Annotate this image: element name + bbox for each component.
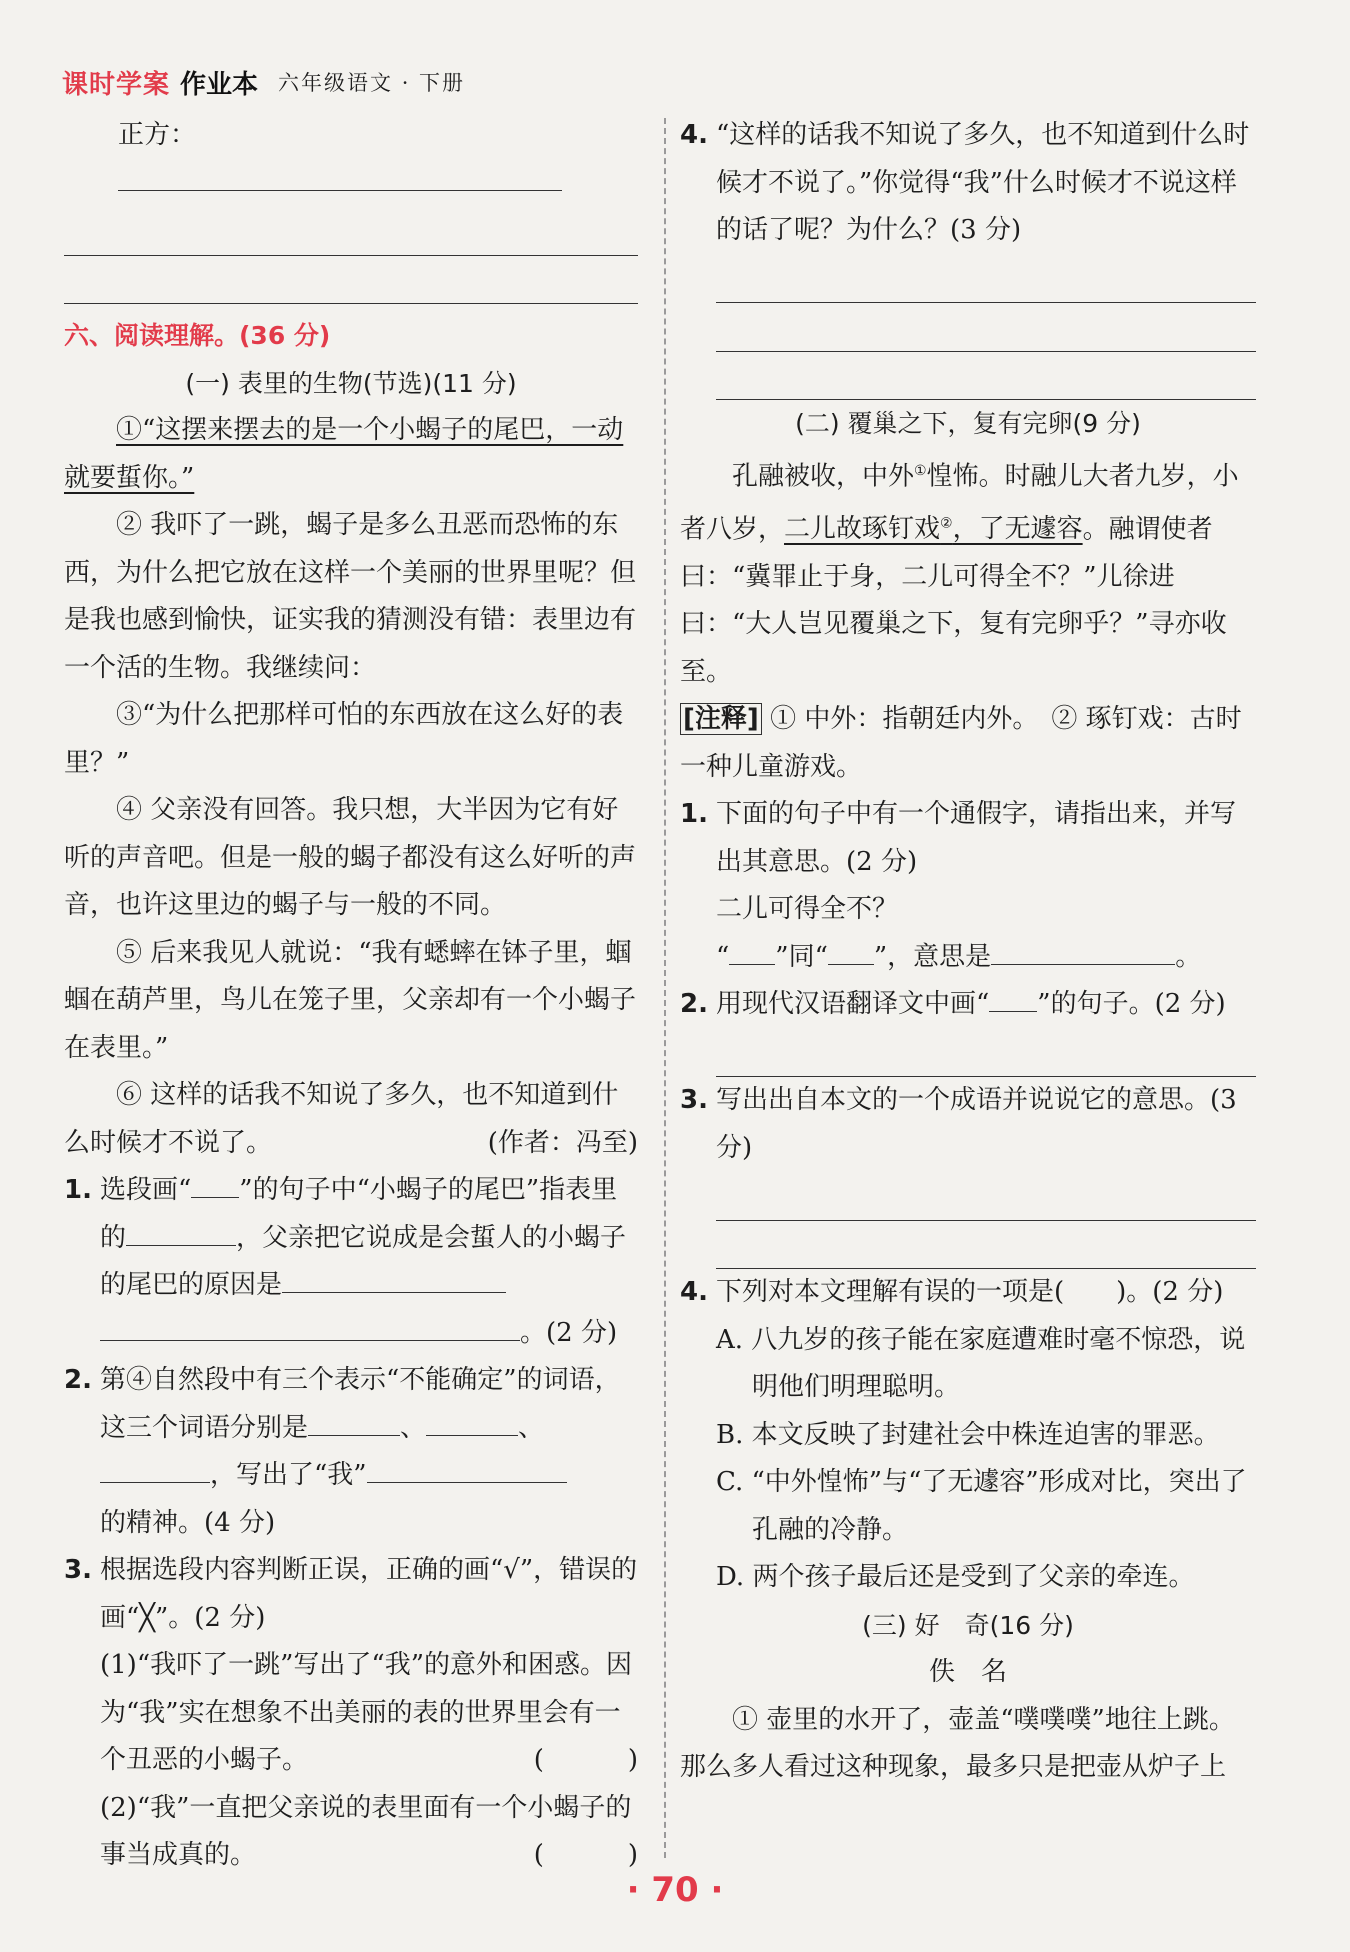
question-2: 2. 第④自然段中有三个表示“不能确定”的词语，这三个词语分别是 、 、 ，写出了“我” 的精神。(4 分) xyxy=(64,1365,621,1538)
passage-title: (一) 表里的生物(节选)(11 分) xyxy=(185,368,517,398)
paragraph: ①“这摆来摆去的是一个小蝎子的尾巴，一动就要蜇你。” xyxy=(64,415,624,493)
answer-paren[interactable]: ( ) xyxy=(533,1745,638,1775)
answer-line[interactable] xyxy=(64,207,638,256)
answer-blank[interactable] xyxy=(991,934,1175,965)
paragraph: ④ 父亲没有回答。我只想，大半因为它有好听的声音吧。但是一般的蝎子都没有这么好听的声音，也许这里边的蝎子与一般的不同。 xyxy=(64,795,637,920)
passage-author: 佚 名 xyxy=(928,1657,1007,1688)
answer-line[interactable] xyxy=(64,256,638,305)
question-r1: 1. 下面的句子中有一个通假字，请指出来，并写出其意思。(2 分) 二儿可得全不？ “ ”同“ ”，意思是 。 xyxy=(680,799,1237,972)
answer-line[interactable] xyxy=(716,1029,1256,1078)
answer-line[interactable] xyxy=(716,1221,1256,1270)
classical-text: 孔融被收，中外①惶怖。时融儿大者九岁，小者八岁，二儿故琢钉戏②，了无遽容。融谓使者曰：“冀罪止于身，二儿可得全不？”儿徐进曰：“大人岂见覆巢之下，复有完卵乎？”寻亦收至。 xyxy=(680,461,1239,687)
annotation: [注释] ① 中外：指朝廷内外。 ② 琢钉戏：古时一种儿童游戏。 xyxy=(680,704,1242,782)
answer-blank[interactable] xyxy=(426,1405,518,1436)
answer-blank[interactable] xyxy=(100,1310,520,1341)
book-name: 作业本 xyxy=(180,69,259,100)
paragraph: ② 我吓了一跳，蝎子是多么丑恶而恐怖的东西，为什么把它放在这样一个美丽的世界里呢？但是我也感到愉快，证实我的猜测没有错：表里边有一个活的生物。我继续问： xyxy=(64,510,637,683)
answer-blank[interactable] xyxy=(100,1452,210,1483)
judgment-item-2: (2)“我”一直把父亲说的表里面有一个小蝎子的事当成真的。 ( ) xyxy=(64,1785,638,1880)
answer-blank[interactable] xyxy=(828,934,874,965)
answer-blank[interactable] xyxy=(989,981,1037,1012)
answer-line[interactable] xyxy=(716,352,1256,401)
answer-blank[interactable] xyxy=(308,1405,400,1436)
column-divider xyxy=(664,118,666,1858)
question-1: 1. 选段画“ ”的句子中“小蝎子的尾巴”指表里的 ，父亲把它说成是会蜇人的小蝎子的尾巴的原因是 。(2 分) xyxy=(64,1167,638,1357)
author-credit: (作者：冯至) xyxy=(487,1127,638,1158)
question-r4: 4. 下列对本文理解有误的一项是( )。(2 分) xyxy=(680,1277,1224,1308)
brand-logo: 课时学案 xyxy=(62,69,171,100)
answer-blank[interactable] xyxy=(367,1452,567,1483)
paragraph: ⑤ 后来我见人就说：“我有蟋蟀在钵子里，蝈蝈在葫芦里，鸟儿在笼子里，父亲却有一个小蝎子在表里。” xyxy=(64,937,637,1063)
question-3: 3. 根据选段内容判断正误，正确的画“√”，错误的画“╳”。(2 分) xyxy=(64,1555,638,1633)
passage-title: (三) 好 奇(16 分) xyxy=(862,1610,1074,1640)
option-b[interactable]: B. 本文反映了封建社会中株连迫害的罪恶。 xyxy=(716,1419,1220,1450)
judgment-item-1: (1)“我吓了一跳”写出了“我”的意外和困惑。因为“我”实在想象不出美丽的表的世界里会有一个丑恶的小蝎子。 ( ) xyxy=(64,1642,638,1785)
answer-paren[interactable]: ( ) xyxy=(533,1840,638,1870)
question-r2: 2. 用现代汉语翻译文中画“ ”的句子。(2 分) xyxy=(680,981,1256,1077)
option-a[interactable]: A. 八九岁的孩子能在家庭遭难时毫不惊恐，说明他们明理聪明。 xyxy=(716,1324,1246,1403)
question-4: 4. “这样的话我不知说了多久，也不知道到什么时候才不说了。”你觉得“我”什么时候才不说这样的话了呢？为什么？(3 分) xyxy=(680,120,1250,245)
zhengfang-line: 正方： xyxy=(64,112,638,207)
answer-blank[interactable] xyxy=(282,1262,506,1293)
answer-blank[interactable] xyxy=(191,1167,239,1198)
answer-blank[interactable] xyxy=(118,160,562,191)
grade-subject: 六年级语文 · 下册 xyxy=(278,71,466,95)
option-d[interactable]: D. 两个孩子最后还是受到了父亲的牵连。 xyxy=(716,1562,1195,1593)
question-r3: 3. 写出出自本文的一个成语并说说它的意思。(3 分) xyxy=(680,1077,1256,1269)
paragraph: ① 壶里的水开了，壶盖“噗噗噗”地往上跳。那么多人看过这种现象，最多只是把壶从炉子上 xyxy=(680,1704,1235,1783)
page-header xyxy=(62,62,465,102)
right-column xyxy=(680,112,1256,1792)
answer-blank[interactable] xyxy=(126,1215,236,1246)
answer-line[interactable] xyxy=(716,1172,1256,1221)
left-column xyxy=(64,112,638,1880)
paragraph: ③“为什么把那样可怕的东西放在这么好的表里？” xyxy=(64,700,624,778)
answer-line[interactable] xyxy=(716,255,1256,304)
answer-lines xyxy=(680,255,1256,401)
passage-title: (二) 覆巢之下，复有完卵(9 分) xyxy=(795,409,1141,438)
answer-line[interactable] xyxy=(716,303,1256,352)
page-number: · 70 · xyxy=(626,1870,724,1910)
answer-blank[interactable] xyxy=(729,934,775,965)
paragraph: ⑥ 这样的话我不知说了多久，也不知道到什么时候才不说了。 (作者：冯至) xyxy=(64,1072,638,1167)
section-title: 六、阅读理解。(36 分) xyxy=(64,321,331,350)
option-c[interactable]: C. “中外惶怖”与“了无遽容”形成对比，突出了孔融的冷静。 xyxy=(716,1467,1247,1545)
